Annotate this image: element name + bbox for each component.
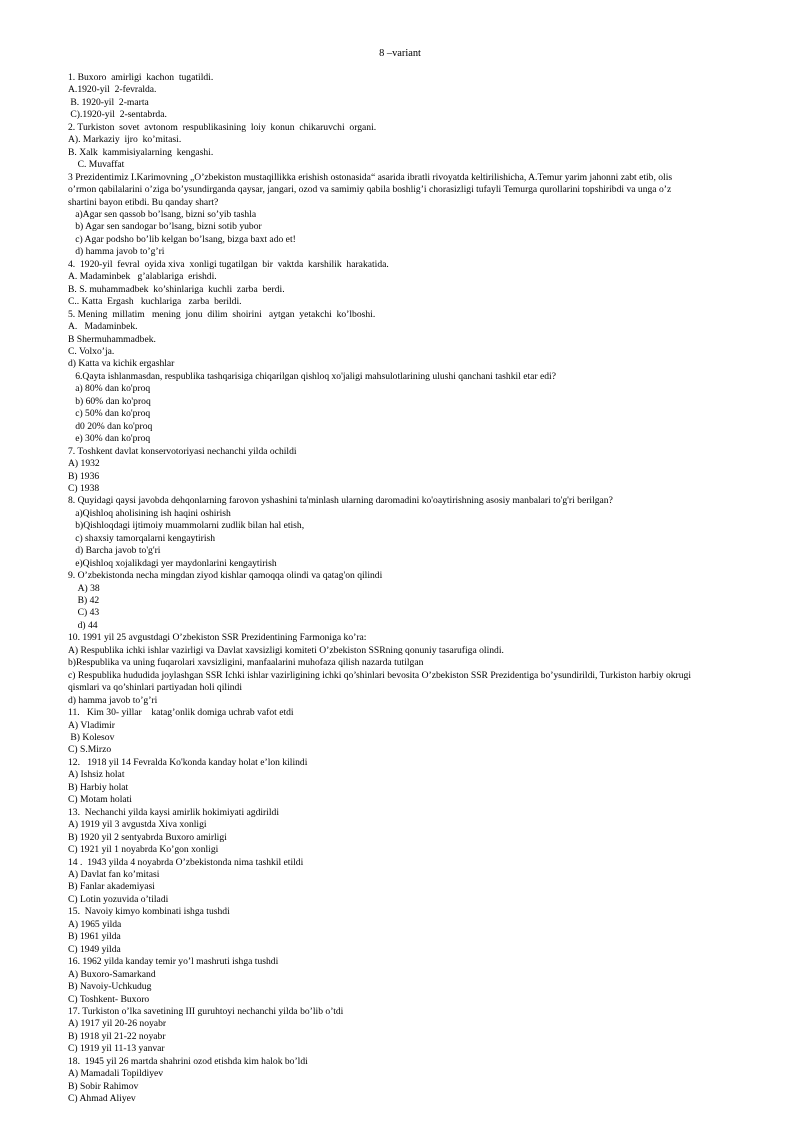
text-line: 12. 1918 yil 14 Fevralda Ko'konda kanday holat e’lon kilindi: [68, 756, 308, 768]
text-line: C) 1949 yilda: [68, 943, 121, 955]
question-list: [68, 72, 776, 1106]
text-line: C) S.Mirzo: [68, 744, 112, 756]
text-line: 4. 1920-yil fevral oyida xiva xonligi tugatilgan bir vaktda karshilik harakatida.: [68, 258, 389, 270]
text-line: A) Mamadali Topildiyev: [68, 1068, 164, 1080]
text-line: b)Qishloqdagi ijtimoiy muammolarni zudlik bilan hal etish,: [68, 520, 305, 532]
text-line: B) Sobir Rahimov: [68, 1080, 139, 1092]
text-line: B. S. muhammadbek ko’shinlariga kuchli zarba berdi.: [68, 283, 285, 295]
text-line: 1. Buxoro amirligi kachon tugatildi.: [68, 72, 214, 83]
text-line: A) 38: [68, 582, 100, 594]
text-line: qismlari va qo’shinlari partiyadan holi qilindi: [68, 682, 242, 694]
text-line: 8. Quyidagi qaysi javobda dehqonlarning farovon yshashini ta'minlash ularning daromadini ko'oaytirishning asosiy manbalari to'g'ri berilgan?: [68, 495, 613, 507]
text-line: d) hamma javob to’g’ri: [68, 246, 165, 258]
text-line: 9. O’zbekistonda necha mingdan ziyod kishlar qamoqqa olindi va qatag'on qilindi: [68, 570, 383, 582]
text-line: C) Motam holati: [68, 794, 132, 806]
text-line: 16. 1962 yilda kanday temir yo’l mashruti ishga tushdi: [68, 956, 279, 968]
text-line: 5. Mening millatim mening jonu dilim shoirini aytgan yetakchi ko’lboshi.: [68, 308, 376, 320]
text-line: d) Barcha javob to'g'ri: [68, 545, 161, 557]
text-line: a)Qishloq aholisining ish haqini oshirish: [68, 507, 231, 519]
text-line: 7. Toshkent davlat konservotoriyasi nechanchi yilda ochildi: [68, 445, 297, 457]
text-line: o’rmon qabilalarini o’ziga bo’ysundirganda qaysar, jangari, ozod va samimiy qabila boshlig’i chorasizligi tufayli Temurga qurollarini topshiribdi va unga o’z: [68, 184, 672, 196]
text-line: B Shermuhammadbek.: [68, 333, 156, 345]
text-line: a)Agar sen qassob bo’lsang, bizni so’yib tashla: [68, 208, 257, 220]
text-line: C) 1919 yil 11-13 yanvar: [68, 1043, 165, 1055]
text-line: 11. Kim 30- yillar katag’onlik domiga uchrab vafot etdi: [68, 707, 294, 719]
text-line: e) 30% dan ko'proq: [68, 433, 151, 445]
text-line: A.1920-yil 2-fevralda.: [68, 84, 157, 96]
text-line: 10. 1991 yil 25 avgustdagi O’zbekiston SSR Prezidentining Farmoniga ko’ra:: [68, 632, 367, 644]
text-line: 18. 1945 yil 26 martda shahrini ozod etishda kim halok bo’ldi: [68, 1055, 308, 1067]
text-line: C. Muvaffat: [68, 159, 125, 171]
text-line: B. Xalk kammisiyalarning kengashi.: [68, 146, 214, 158]
text-line: c) shaxsiy tamorqalarni kengaytirish: [68, 532, 216, 544]
text-line: B) 1961 yilda: [68, 931, 121, 943]
text-line: A) 1965 yilda: [68, 918, 122, 930]
text-line: B) 1918 yil 21-22 noyabr: [68, 1030, 166, 1042]
text-line: C).1920-yil 2-sentabrda.: [68, 109, 167, 121]
text-line: B) Fanlar akademiyasi: [68, 881, 155, 893]
text-line: C. Volxo’ja.: [68, 345, 115, 357]
text-line: d) hamma javob to’g’ri: [68, 694, 158, 706]
text-line: 14 . 1943 yilda 4 noyabrda O’zbekistonda nima tashkil etildi: [68, 856, 304, 868]
page-title: 8 –variant: [379, 48, 421, 59]
text-line: 6.Qayta ishlanmasdan, respublika tashqarisiga chiqarilgan qishloq xo'jaligi mahsulotlarining ulushi qanchani tashkil etar edi?: [68, 370, 556, 382]
text-line: A) 1917 yil 20-26 noyabr: [68, 1018, 167, 1030]
text-line: C) Toshkent- Buxoro: [68, 993, 150, 1005]
text-line: b)Respublika va uning fuqarolari xavsizligini, manfaalarini muhofaza qilish nazarda tutilgan: [68, 657, 424, 669]
text-line: A) Davlat fan ko’mitasi: [68, 869, 160, 880]
text-line: A). Markaziy ijro ko’mitasi.: [68, 134, 182, 146]
text-line: d) 44: [68, 619, 98, 631]
text-line: A. Madaminbek.: [68, 321, 138, 333]
text-line: B) Kolesov: [68, 732, 115, 744]
text-line: A) 1919 yil 3 avgustda Xiva xonligi: [68, 819, 207, 831]
text-line: B) 1920 yil 2 sentyabrda Buxoro amirligi: [68, 831, 227, 843]
text-line: A) Respublika ichki ishlar vazirligi va Davlat xavsizligi komiteti O’zbekiston SSRning qonuniy tasarufiga olindi.: [68, 644, 504, 656]
text-line: B. 1920-yil 2-marta: [68, 96, 149, 108]
text-line: C) 1938: [68, 482, 100, 494]
text-line: c) Respublika hududida joylashgan SSR Ichki ishlar vazirligining ichki qo’shinlari bevosita O’zbekiston SSR Prezidentiga bo’ysundirildi, Turkiston harbiy okrugi: [68, 669, 691, 681]
text-line: A. Madaminbek g’alablariga erishdi.: [68, 271, 217, 283]
text-line: 15. Navoiy kimyo kombinati ishga tushdi: [68, 906, 230, 918]
text-line: d0 20% dan ko'proq: [68, 420, 153, 432]
text-line: B) Navoiy-Uchkudug: [68, 981, 152, 993]
text-line: d) Katta va kichik ergashlar: [68, 358, 175, 370]
text-line: C.. Katta Ergash kuchlariga zarba berildi.: [68, 296, 242, 308]
text-line: B) 1936: [68, 470, 100, 482]
text-line: C) 1921 yil 1 noyabrda Ko’gon xonligi: [68, 844, 219, 856]
text-line: b) 60% dan ko'proq: [68, 395, 151, 407]
text-line: 3 Prezidentimiz I.Karimovning „O’zbekiston mustaqillikka erishish ostonasida“ asarida ibratli rivoyatda keltirilishicha, A.Temur yarim jahonni zabt etib, olis: [68, 171, 673, 183]
text-line: c) Agar podsho bo’lib kelgan bo’lsang, bizga baxt ado et!: [68, 233, 296, 245]
text-line: B) Harbiy holat: [68, 781, 129, 793]
text-line: C) Lotin yozuvida o’tiladi: [68, 893, 169, 905]
text-line: c) 50% dan ko'proq: [68, 408, 151, 420]
text-line: A) Ishsiz holat: [68, 769, 125, 781]
text-line: C) Ahmad Aliyev: [68, 1093, 136, 1105]
text-line: shartini bayon etibdi. Bu qanday shart?: [68, 196, 219, 208]
text-line: b) Agar sen sandogar bo’lsang, bizni sotib yubor: [68, 221, 262, 233]
text-line: 13. Nechanchi yilda kaysi amirlik hokimiyati agdirildi: [68, 806, 280, 818]
text-line: A) 1932: [68, 458, 100, 470]
text-line: 17. Turkiston o’lka savetining III guruhtoyi nechanchi yilda bo’lib o’tdi: [68, 1005, 344, 1017]
text-line: A) Vladimir: [68, 719, 115, 731]
text-line: C) 43: [68, 607, 100, 619]
text-line: a) 80% dan ko'proq: [68, 383, 151, 395]
text-line: 2. Turkiston sovet avtonom respublikasining loiy konun chikaruvchi organi.: [68, 121, 377, 133]
text-line: e)Qishloq xojalikdagi yer maydonlarini kengaytirish: [68, 557, 277, 569]
text-line: B) 42: [68, 595, 100, 607]
text-line: A) Buxoro-Samarkand: [68, 968, 156, 980]
